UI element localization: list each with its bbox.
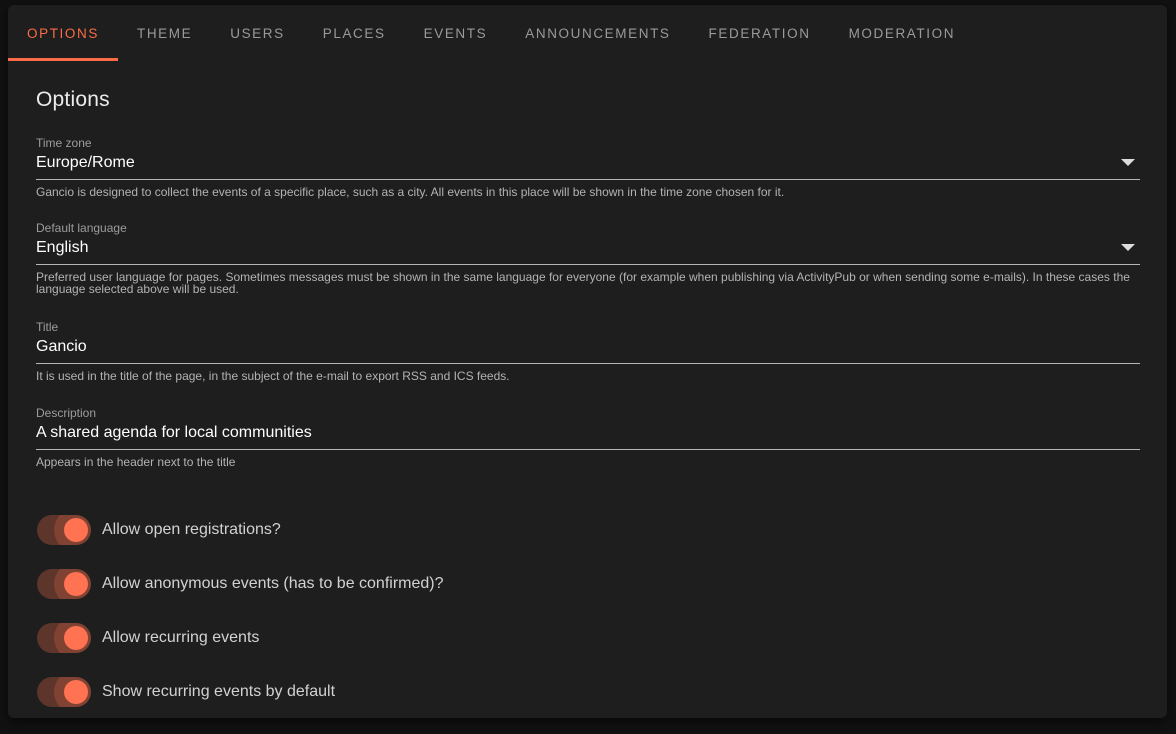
title-input-wrap (36, 334, 1140, 364)
timezone-selected-value: Europe/Rome (36, 154, 135, 171)
toggle-list (36, 493, 1140, 707)
options-panel (8, 61, 1167, 707)
title-field (36, 320, 1140, 383)
toggle-thumb (64, 680, 88, 704)
toggle-thumb (64, 572, 88, 596)
title-hint: It is used in the title of the page, in the subject of the e-mail to export RSS and ICS feeds. (36, 368, 510, 383)
admin-tabbar (8, 5, 1167, 61)
show-recurring-toggle[interactable] (37, 677, 91, 707)
tab-places[interactable]: PLACES (322, 25, 386, 41)
language-hint: Preferred user language for pages. Sometimes messages must be shown in the same language for everyone (for example when publishing via ActivityPub or when sending some e-mails). In these cases the language selected above will be used. (36, 269, 1130, 296)
language-label: Default language (36, 220, 127, 235)
open-registrations-row (37, 515, 1140, 545)
anonymous-events-label: Allow anonymous events (has to be confirmed)? (102, 574, 444, 592)
show-recurring-row (37, 677, 1140, 707)
title-label: Title (36, 319, 59, 334)
description-input-wrap (36, 420, 1140, 450)
tab-options[interactable]: OPTIONS (8, 5, 118, 61)
description-label: Description (36, 406, 97, 420)
open-registrations-toggle[interactable] (37, 515, 91, 545)
timezone-select[interactable] (36, 150, 1140, 180)
anonymous-events-toggle[interactable] (37, 569, 91, 599)
tab-events[interactable]: EVENTS (423, 25, 488, 41)
anonymous-events-row (37, 569, 1140, 599)
toggle-thumb (64, 626, 88, 650)
open-registrations-label: Allow open registrations? (102, 520, 281, 538)
admin-panel-card (8, 5, 1167, 718)
description-input[interactable] (36, 423, 1140, 443)
chevron-down-icon[interactable] (1121, 159, 1135, 166)
page-title: Options (36, 88, 110, 111)
tab-moderation[interactable]: MODERATION (848, 25, 956, 41)
timezone-label: Time zone (36, 136, 92, 150)
language-select[interactable] (36, 235, 1140, 265)
language-field (36, 221, 1140, 296)
chevron-down-icon[interactable] (1121, 244, 1135, 251)
tab-federation[interactable]: FEDERATION (708, 25, 811, 41)
tab-theme[interactable]: THEME (136, 25, 193, 41)
language-selected-value: English (36, 238, 89, 256)
recurring-events-label: Allow recurring events (102, 628, 260, 646)
recurring-events-toggle[interactable] (37, 623, 91, 653)
description-field (36, 406, 1140, 469)
toggle-thumb (64, 518, 88, 542)
tab-users[interactable]: USERS (230, 25, 285, 41)
timezone-field (36, 136, 1140, 199)
recurring-events-row (37, 623, 1140, 653)
title-input[interactable] (36, 337, 1140, 357)
description-hint: Appears in the header next to the title (36, 455, 236, 469)
show-recurring-label: Show recurring events by default (102, 682, 336, 700)
tab-announcements[interactable]: ANNOUNCEMENTS (525, 25, 671, 41)
timezone-hint: Gancio is designed to collect the events of a specific place, such as a city. All events in this place will be shown in the time zone chosen for it. (36, 185, 785, 199)
